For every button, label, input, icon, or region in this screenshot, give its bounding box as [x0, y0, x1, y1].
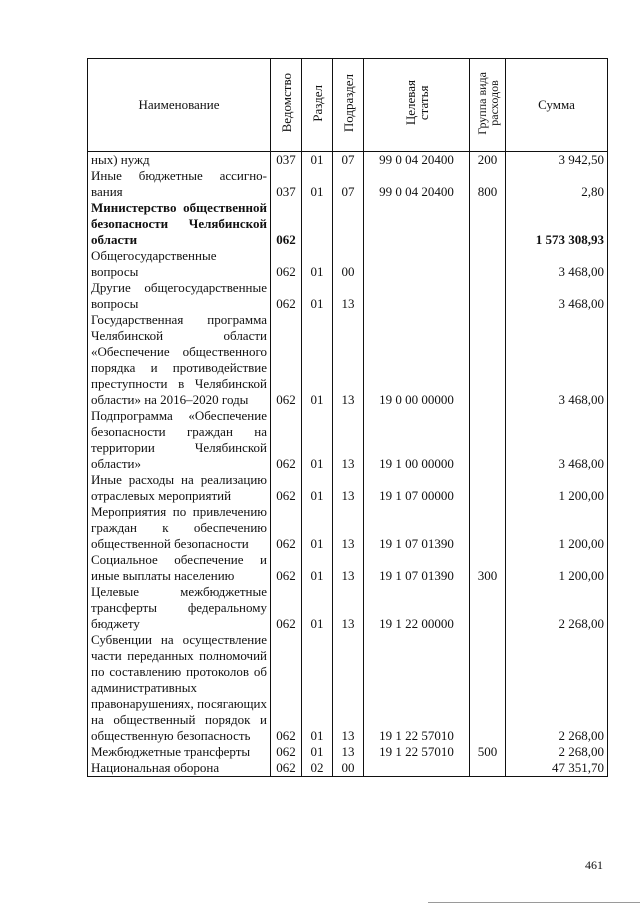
row-summa: 47 351,70	[506, 760, 608, 777]
row-gruppa-vida	[470, 280, 506, 312]
row-name: Целевые межбюджетные трансферты федеральному бюджету	[88, 584, 271, 632]
row-gruppa-vida: 300	[470, 552, 506, 584]
row-podrazdel	[333, 200, 364, 248]
row-razdel: 01	[302, 504, 333, 552]
row-podrazdel: 13	[333, 744, 364, 760]
row-celevaya-statya: 19 0 00 00000	[364, 312, 470, 408]
row-name: Государственная программа Челябинской области «Обеспечение общественного порядка и противодействие преступности в Челябинской области» на 2016–2020 годы	[88, 312, 271, 408]
row-celevaya-statya	[364, 248, 470, 280]
row-summa: 2 268,00	[506, 744, 608, 760]
row-celevaya-statya	[364, 760, 470, 777]
row-razdel: 01	[302, 552, 333, 584]
row-podrazdel: 13	[333, 472, 364, 504]
table-row	[88, 408, 608, 472]
table-row	[88, 584, 608, 632]
row-vedomstvo: 062	[271, 584, 302, 632]
row-summa: 3 468,00	[506, 312, 608, 408]
header-razdel: Раздел	[302, 59, 333, 152]
row-summa: 1 573 308,93	[506, 200, 608, 248]
header-name: Наименование	[88, 59, 271, 152]
row-vedomstvo: 062	[271, 552, 302, 584]
row-celevaya-statya: 19 1 07 01390	[364, 504, 470, 552]
row-gruppa-vida: 800	[470, 168, 506, 200]
row-gruppa-vida	[470, 760, 506, 777]
row-gruppa-vida	[470, 248, 506, 280]
row-vedomstvo: 062	[271, 200, 302, 248]
row-vedomstvo: 062	[271, 472, 302, 504]
row-name: Субвенции на осуществление части переданных полномочий по составлению протоколов об административных правонарушениях, посягающих на общественный порядок и общественную безопасность	[88, 632, 271, 744]
table-row	[88, 744, 608, 760]
table-row	[88, 168, 608, 200]
row-podrazdel: 13	[333, 408, 364, 472]
header-celevaya-statya: Целевая статья	[364, 59, 470, 152]
row-celevaya-statya: 19 1 22 57010	[364, 632, 470, 744]
row-gruppa-vida	[470, 632, 506, 744]
row-summa: 1 200,00	[506, 552, 608, 584]
row-summa: 1 200,00	[506, 472, 608, 504]
row-razdel: 01	[302, 168, 333, 200]
row-celevaya-statya: 99 0 04 20400	[364, 168, 470, 200]
table-row	[88, 312, 608, 408]
row-summa: 3 468,00	[506, 248, 608, 280]
row-vedomstvo: 062	[271, 280, 302, 312]
bottom-rule	[428, 902, 640, 903]
row-summa: 2 268,00	[506, 632, 608, 744]
row-podrazdel: 13	[333, 632, 364, 744]
row-celevaya-statya: 19 1 00 00000	[364, 408, 470, 472]
row-gruppa-vida	[470, 408, 506, 472]
row-name: Общегосударственные вопросы	[88, 248, 271, 280]
row-razdel: 01	[302, 280, 333, 312]
row-vedomstvo: 062	[271, 760, 302, 777]
row-gruppa-vida	[470, 584, 506, 632]
header-gruppa-vida-rashodov: Группа вида расходов	[470, 59, 506, 152]
table-row	[88, 472, 608, 504]
table-row	[88, 504, 608, 552]
row-razdel: 01	[302, 248, 333, 280]
page-number: 461	[585, 858, 603, 872]
table-row	[88, 760, 608, 777]
row-podrazdel: 13	[333, 552, 364, 584]
row-name: Межбюджетные трансферты	[88, 744, 271, 760]
row-razdel: 01	[302, 632, 333, 744]
table-row	[88, 632, 608, 744]
row-name: Иные бюджетные ассигно-вания	[88, 168, 271, 200]
row-razdel: 01	[302, 152, 333, 169]
row-razdel: 01	[302, 312, 333, 408]
row-podrazdel: 13	[333, 584, 364, 632]
budget-table	[87, 58, 608, 777]
row-vedomstvo: 062	[271, 408, 302, 472]
row-vedomstvo: 062	[271, 312, 302, 408]
table-row	[88, 248, 608, 280]
row-celevaya-statya: 99 0 04 20400	[364, 152, 470, 169]
table-body	[88, 152, 608, 777]
row-celevaya-statya	[364, 280, 470, 312]
row-name: Другие общегосударственные вопросы	[88, 280, 271, 312]
row-name: Мероприятия по привлечению граждан к обеспечению общественной безопасности	[88, 504, 271, 552]
row-summa: 3 468,00	[506, 280, 608, 312]
row-name: Министерство общественной безопасности Челябинской области	[88, 200, 271, 248]
header-podrazdel: Подраздел	[333, 59, 364, 152]
row-celevaya-statya: 19 1 22 00000	[364, 584, 470, 632]
header-summa: Сумма	[506, 59, 608, 152]
row-celevaya-statya: 19 1 07 01390	[364, 552, 470, 584]
row-name: Иные расходы на реализацию отраслевых мероприятий	[88, 472, 271, 504]
row-podrazdel: 13	[333, 312, 364, 408]
header-vedomstvo: Ведомство	[271, 59, 302, 152]
row-razdel: 01	[302, 472, 333, 504]
row-summa: 3 468,00	[506, 408, 608, 472]
row-name: Социальное обеспечение и иные выплаты населению	[88, 552, 271, 584]
row-vedomstvo: 062	[271, 248, 302, 280]
row-podrazdel: 00	[333, 248, 364, 280]
row-name: Национальная оборона	[88, 760, 271, 777]
row-celevaya-statya	[364, 200, 470, 248]
row-summa: 2,80	[506, 168, 608, 200]
row-vedomstvo: 037	[271, 168, 302, 200]
row-razdel: 01	[302, 744, 333, 760]
row-vedomstvo: 062	[271, 744, 302, 760]
table-row	[88, 280, 608, 312]
table-header	[88, 59, 608, 152]
row-vedomstvo: 062	[271, 504, 302, 552]
row-vedomstvo: 062	[271, 632, 302, 744]
row-vedomstvo: 037	[271, 152, 302, 169]
row-summa: 2 268,00	[506, 584, 608, 632]
row-name: Подпрограмма «Обеспечение безопасности граждан на территории Челябинской области»	[88, 408, 271, 472]
row-razdel: 01	[302, 408, 333, 472]
row-gruppa-vida	[470, 312, 506, 408]
row-gruppa-vida: 200	[470, 152, 506, 169]
row-podrazdel: 07	[333, 152, 364, 169]
row-gruppa-vida	[470, 504, 506, 552]
row-razdel	[302, 200, 333, 248]
row-podrazdel: 07	[333, 168, 364, 200]
row-summa: 1 200,00	[506, 504, 608, 552]
row-podrazdel: 13	[333, 504, 364, 552]
row-gruppa-vida: 500	[470, 744, 506, 760]
row-celevaya-statya: 19 1 22 57010	[364, 744, 470, 760]
table-row	[88, 552, 608, 584]
row-gruppa-vida	[470, 200, 506, 248]
row-summa: 3 942,50	[506, 152, 608, 169]
table-row	[88, 152, 608, 169]
row-gruppa-vida	[470, 472, 506, 504]
row-celevaya-statya: 19 1 07 00000	[364, 472, 470, 504]
row-razdel: 02	[302, 760, 333, 777]
row-podrazdel: 00	[333, 760, 364, 777]
row-razdel: 01	[302, 584, 333, 632]
row-podrazdel: 13	[333, 280, 364, 312]
row-name: ных) нужд	[88, 152, 271, 169]
table-row	[88, 200, 608, 248]
